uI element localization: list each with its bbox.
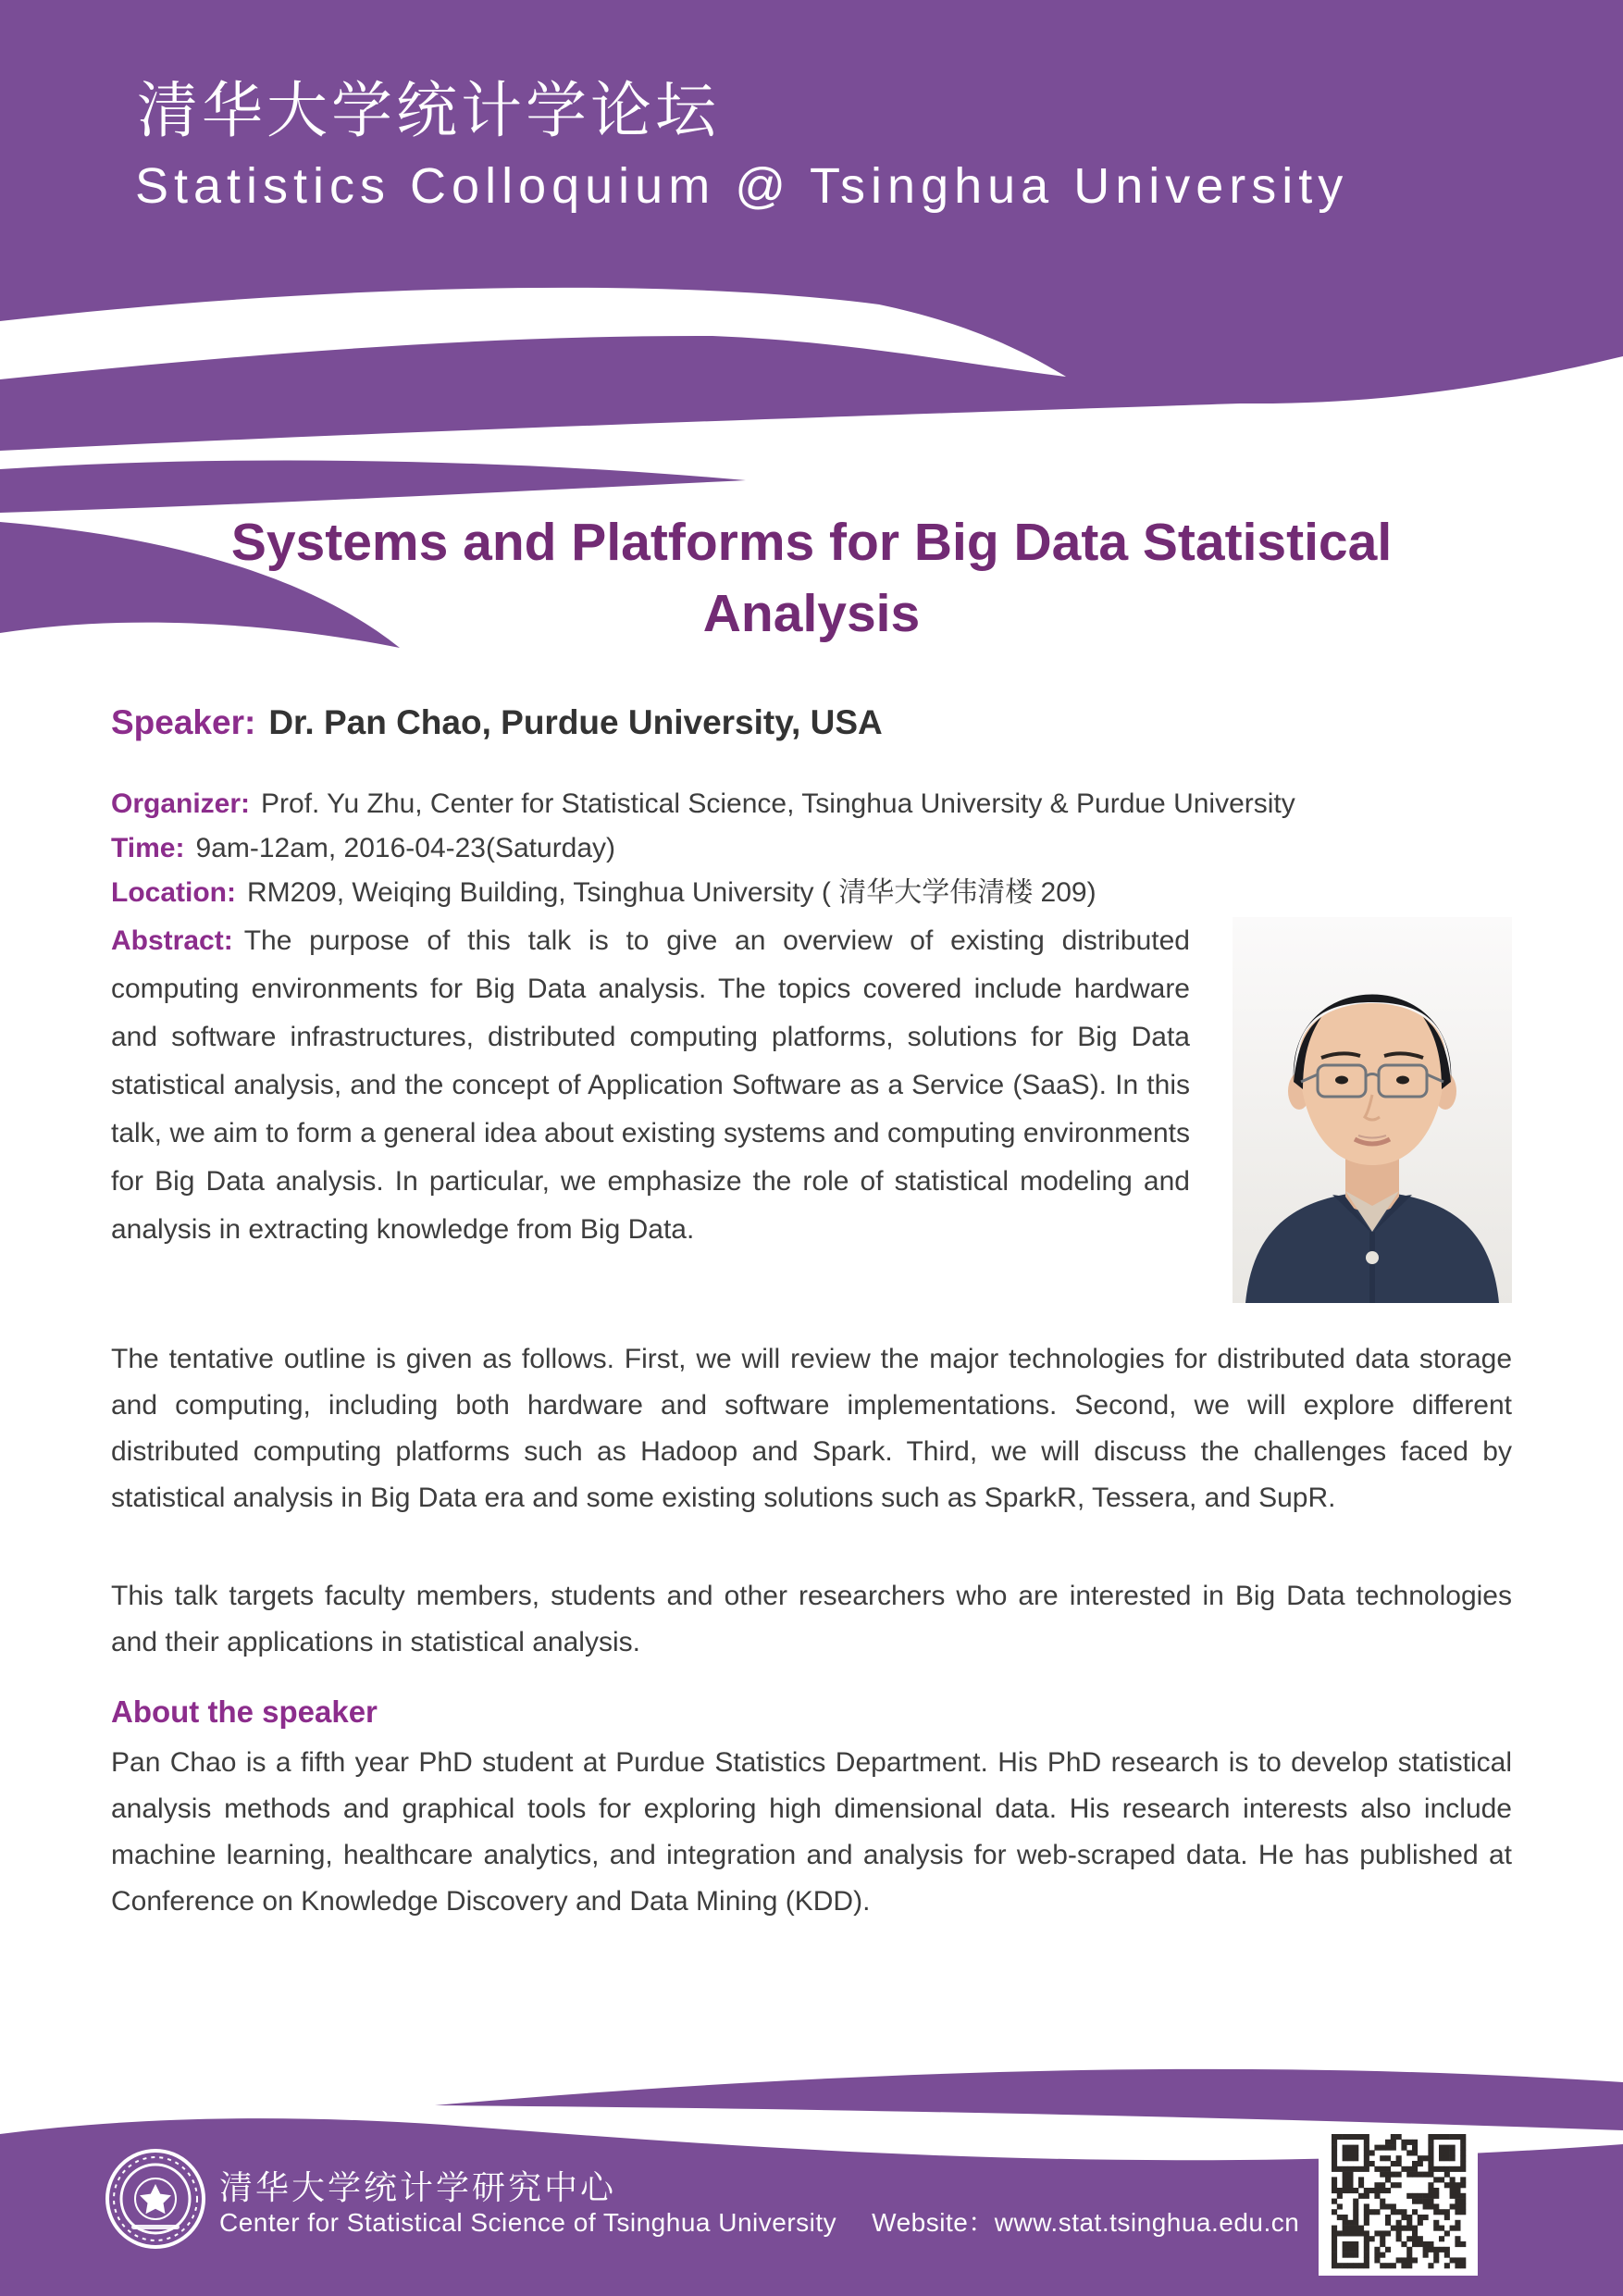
outline-paragraph: The tentative outline is given as follows. First, we will review the major technologies for distributed data storage and computing, including both hardware and software implementations. Second, we will explore different distributed computing platforms such as Hadoop and Spark. Third, we will discuss the challenges faced by statistical analysis in Big Data era and some existing solutions such as SparkR, Tessera, and SupR. bbox=[111, 1344, 1512, 1513]
abstract-label: Abstract: bbox=[111, 925, 233, 956]
speaker-line bbox=[111, 703, 1512, 742]
footer-org-english-row bbox=[219, 2203, 1311, 2240]
audience-paragraph: This talk targets faculty members, students and other researchers who are interested in Big Data technologies and their applications in statistical analysis. bbox=[111, 1581, 1512, 1657]
time-line bbox=[111, 826, 1512, 871]
about-speaker-heading: About the speaker bbox=[111, 1694, 378, 1729]
poster-body bbox=[111, 782, 1512, 1925]
qr-code bbox=[1319, 2126, 1478, 2276]
location-line bbox=[111, 871, 1512, 915]
abstract-text: The purpose of this talk is to give an overview of existing distributed computing environments for Big Data analysis. The topics covered include hardware and software infrastructures, distributed computing platforms, solutions for Big Data statistical analysis, and the concept of Application Software as a Service (SaaS). In this talk, we aim to form a general idea about existing systems and computing environments for Big Data analysis. In particular, we emphasize the role of statistical modeling and analysis in extracting knowledge from Big Data. bbox=[111, 925, 1190, 1245]
organizer-value: Prof. Yu Zhu, Center for Statistical Science, Tsinghua University & Purdue University bbox=[261, 788, 1295, 819]
speaker-label: Speaker: bbox=[111, 703, 256, 741]
about-speaker-paragraph: Pan Chao is a fifth year PhD student at Purdue Statistics Department. His PhD research is to develop statistical analysis methods and graphical tools for exploring high dimensional data. His research interests also include machine learning, healthcare analytics, and integration and analysis for web-scraped data. He has published at Conference on Knowledge Discovery and Data Mining (KDD). bbox=[111, 1747, 1512, 1917]
footer-org-chinese: 清华大学统计学研究中心 bbox=[219, 2168, 617, 2206]
location-value: RM209, Weiqing Building, Tsinghua University ( 清华大学伟清楼 209) bbox=[247, 877, 1096, 908]
footer-website: Website：www.stat.tsinghua.edu.cn bbox=[872, 2208, 1300, 2237]
talk-title: Systems and Platforms for Big Data Statistical Analysis bbox=[230, 513, 1393, 643]
location-label: Location: bbox=[111, 877, 236, 908]
organizer-label: Organizer: bbox=[111, 788, 251, 819]
time-label: Time: bbox=[111, 833, 185, 863]
abstract-section bbox=[111, 917, 1512, 1309]
speaker-value: Dr. Pan Chao, Purdue University, USA bbox=[268, 703, 883, 741]
time-value: 9am-12am, 2016-04-23(Saturday) bbox=[195, 833, 616, 863]
organizer-line bbox=[111, 782, 1512, 826]
tsinghua-seal-logo bbox=[104, 2147, 207, 2251]
speaker-photo bbox=[1233, 917, 1512, 1303]
header-title-english: Statistics Colloquium @ Tsinghua University bbox=[135, 158, 1349, 214]
footer-org-english: Center for Statistical Science of Tsinghua University bbox=[219, 2208, 837, 2237]
header-title-chinese: 清华大学统计学论坛 bbox=[137, 76, 720, 144]
